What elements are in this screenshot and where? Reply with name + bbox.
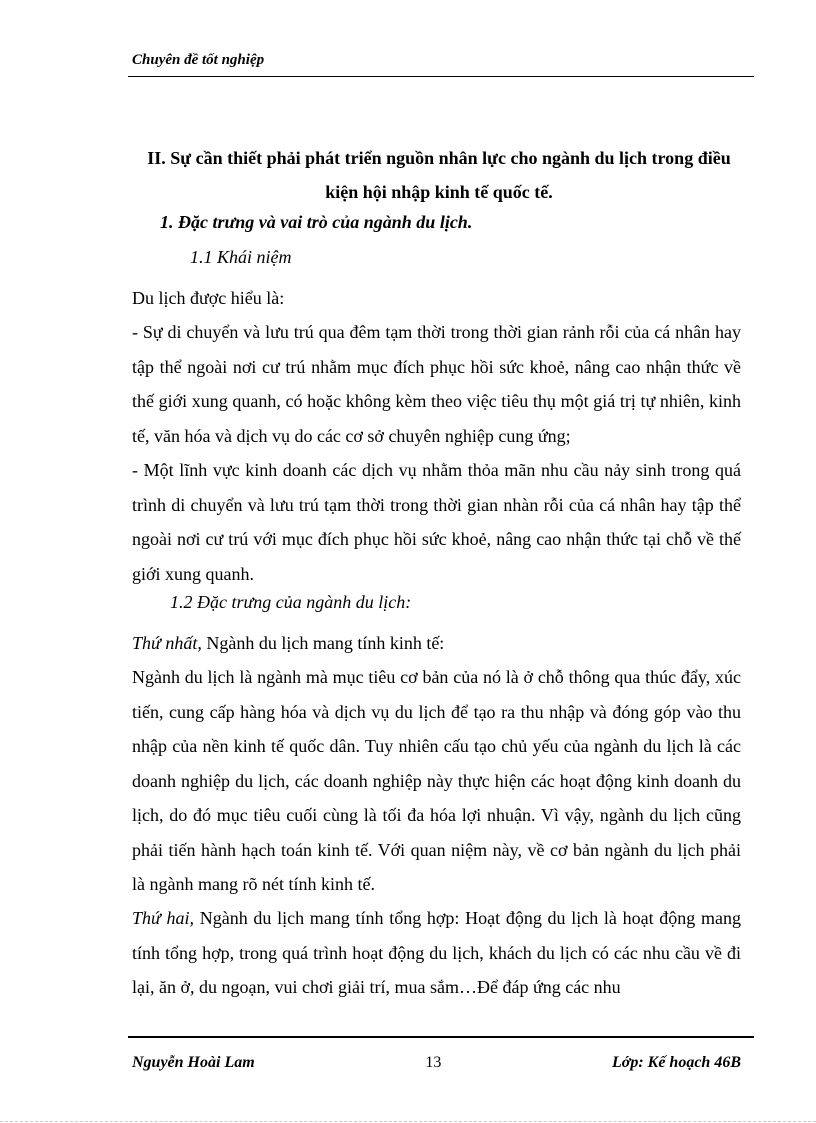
concept-point-2: - Một lĩnh vực kinh doanh các dịch vụ nhằm thỏa mãn nhu cầu nảy sinh trong quá trình di chuyển và lưu trú tạm thời trong thời gian nhàn rỗi của cá nhân hay tập thể ngoài nơi cư trú với mục đích phục hồi sức khoẻ, nâng cao nhận thức tại chỗ về thế giới xung quanh. (132, 460, 741, 584)
first-title-text: Ngành du lịch mang tính kinh tế: (201, 633, 445, 653)
concept-heading: 1.1 Khái niệm (190, 247, 292, 267)
page-boundary (0, 1121, 816, 1122)
concept-intro: Du lịch được hiểu là: (132, 288, 285, 308)
concept-point-1: - Sự di chuyển và lưu trú qua đêm tạm thời trong thời gian rảnh rỗi của cá nhân hay tập thể ngoài nơi cư trú nhằm mục đích phục hồi sức khoẻ, nâng cao nhận thức về thế giới xung quanh, có hoặc không kèm theo việc tiêu thụ một giá trị tự nhiên, kinh tế, văn hóa và dịch vụ do các cơ sở chuyên nghiệp cung ứng; (132, 322, 741, 446)
running-header: Chuyên đề tốt nghiệp (132, 52, 265, 68)
second-body-text: Ngành du lịch mang tính tổng hợp: Hoạt động du lịch là hoạt động mang tính tổng hợp, trong quá trình hoạt động du lịch, khách du lịch có các nhu cầu về đi lại, ăn ở, du ngoạn, vui chơi giải trí, mua sắm…Để đáp ứng các nhu (132, 908, 741, 997)
characteristic-first-title (132, 626, 741, 661)
header-divider (128, 76, 754, 77)
footer-divider (128, 1036, 754, 1038)
characteristic-second (132, 901, 741, 1005)
first-lead: Thứ nhất, (132, 633, 202, 653)
characteristic-first-body: Ngành du lịch là ngành mà mục tiêu cơ bản của nó là ở chỗ thông qua thúc đẩy, xúc tiến, cung cấp hàng hóa và dịch vụ du lịch để tạo ra thu nhập và đóng góp vào thu nhập của nền kinh tế quốc dân. Tuy nhiên cấu tạo chủ yếu của ngành du lịch là các doanh nghiệp du lịch, các doanh nghiệp này thực hiện các hoạt động kinh doanh du lịch, do đó mục tiêu cuối cùng là tối đa hóa lợi nhuận. Vì vậy, ngành du lịch cũng phải tiến hành hạch toán kinh tế. Với quan niệm này, về cơ bản ngành du lịch phải là ngành mang rõ nét tính kinh tế. (132, 667, 741, 894)
second-lead: Thứ hai, (132, 908, 195, 928)
characteristics-heading: 1.2 Đặc trưng của ngành du lịch: (170, 592, 412, 612)
footer-author: Nguyễn Hoài Lam (132, 1054, 255, 1071)
subsection-title: 1. Đặc trưng và vai trò của ngành du lịch. (160, 212, 473, 232)
page-footer (132, 1054, 741, 1072)
section-title: II. Sự cần thiết phải phát triển nguồn nhân lực cho ngành du lịch trong điều kiện hội nhập kinh tế quốc tế. (147, 148, 731, 202)
page-number: 13 (425, 1054, 442, 1071)
footer-class: Lớp: Kế hoạch 46B (611, 1054, 741, 1071)
